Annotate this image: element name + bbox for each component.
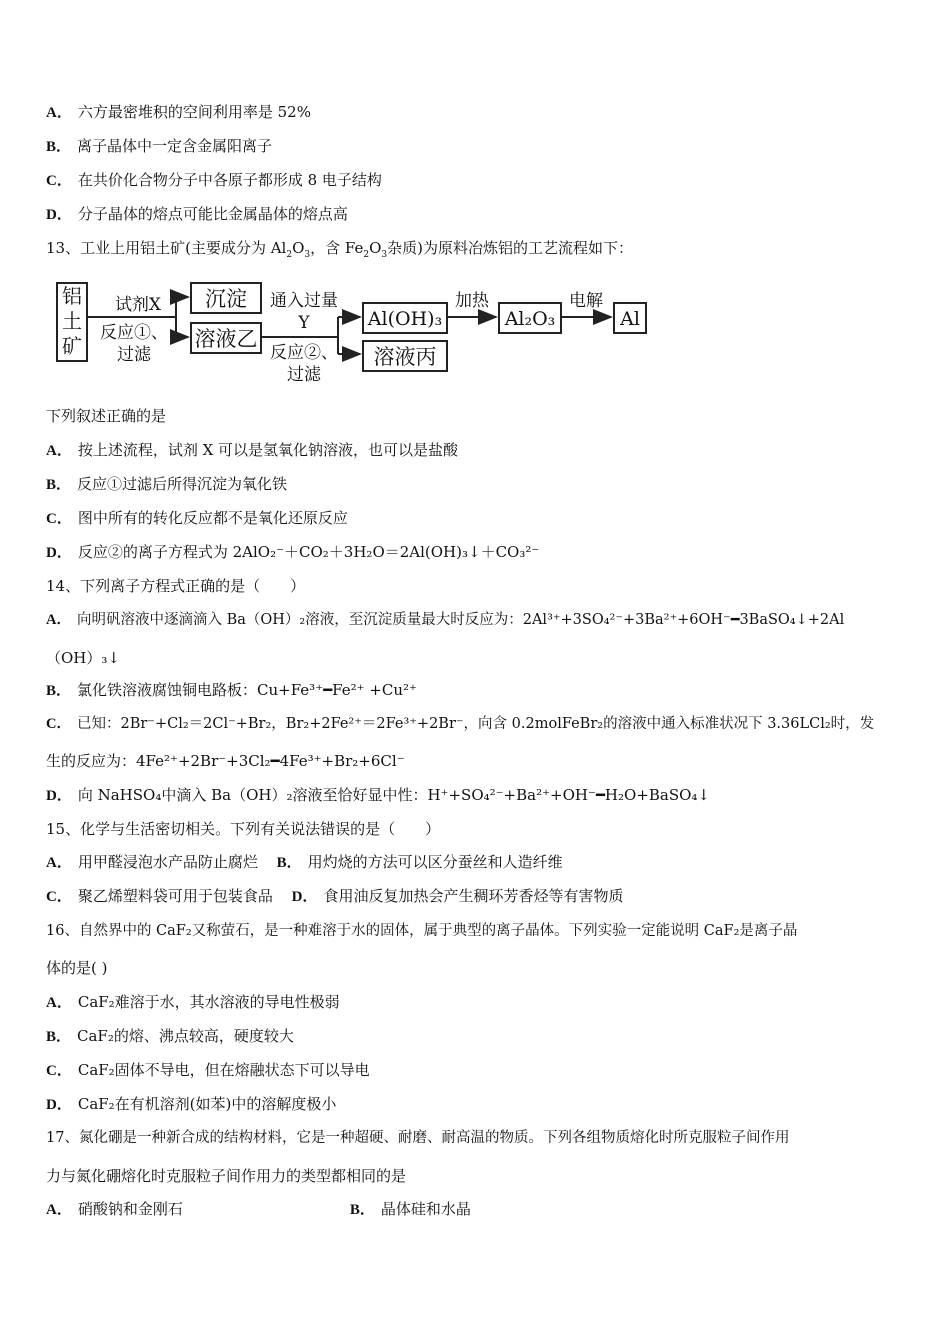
q16-option-a <box>46 992 910 1013</box>
stem-part: O <box>292 239 305 257</box>
option-text: 晶体硅和水晶 <box>380 1200 471 1218</box>
option-text: 用甲醛浸泡水产品防止腐烂 <box>77 853 258 871</box>
q13-option-a <box>46 440 910 461</box>
option-letter: B． <box>46 477 72 493</box>
option-text: 氯化铁溶液腐蚀铜电路板：Cu+Fe³⁺━Fe²⁺ +Cu²⁺ <box>77 681 417 699</box>
ore-label: 铝土矿 <box>62 284 82 358</box>
option-letter: B． <box>349 1202 375 1218</box>
option-text: CaF₂难溶于水，其水溶液的导电性极弱 <box>77 993 340 1011</box>
option-text: 按上述流程，试剂 X 可以是氢氧化钠溶液，也可以是盐酸 <box>77 441 459 459</box>
option-text: 用灼烧的方法可以区分蚕丝和人造纤维 <box>307 853 563 871</box>
q13-stem <box>46 238 910 265</box>
option-letter: C． <box>46 716 71 732</box>
option-text: 聚乙烯塑料袋可用于包装食品 <box>77 887 273 905</box>
option-text: 六方最密堆积的空间利用率是 52% <box>77 103 311 121</box>
step1-bottom-label: 反应①、过滤 <box>100 323 168 365</box>
q14-option-b <box>46 680 910 701</box>
option-letter: A． <box>46 443 72 459</box>
process-flow-diagram <box>48 274 668 394</box>
al2o3-box: Al₂O₃ <box>498 302 562 334</box>
q14-option-c-cont: 生的反应为：4Fe²⁺+2Br⁻+3Cl₂━4Fe³⁺+Br₂+6Cl⁻ <box>46 752 405 770</box>
q17-stem-cont: 力与氮化硼熔化时克服粒子间作用力的类型都相同的是 <box>46 1167 407 1185</box>
q14-option-a-cont: （OH）₃↓ <box>46 649 120 667</box>
option-text: 向明矾溶液中逐滴滴入 Ba（OH）₂溶液，至沉淀质量最大时反应为：2Al³⁺+3SO₄²⁻+3Ba²⁺+6OH⁻━3BaSO₄↓+2Al <box>76 612 845 628</box>
option-letter: D． <box>46 545 72 561</box>
al-box: Al <box>613 302 647 334</box>
q16-option-d <box>46 1094 910 1115</box>
q13-prompt: 下列叙述正确的是 <box>46 407 167 425</box>
option-letter: C． <box>46 173 72 189</box>
option-letter: D． <box>46 1097 72 1113</box>
option-letter: C． <box>46 1063 72 1079</box>
stem-part: ，含 Fe <box>310 239 364 257</box>
option-letter: A． <box>46 855 72 871</box>
q14-stem: 14、下列离子方程式正确的是（ ） <box>46 577 306 595</box>
option-text: 硝酸钠和金刚石 <box>77 1200 183 1218</box>
ore-box <box>56 282 88 362</box>
option-text: 向 NaHSO₄中滴入 Ba（OH）₂溶液至恰好显中性：H⁺+SO₄²⁻+Ba²⁺+OH⁻━H₂O+BaSO₄↓ <box>77 786 710 804</box>
option-text: 分子晶体的熔点可能比金属晶体的熔点高 <box>77 205 348 223</box>
subscript: 2 <box>363 250 370 260</box>
step1-top-label: 试剂X <box>114 295 162 315</box>
option-letter: A． <box>46 612 71 628</box>
option-text: CaF₂在有机溶剂(如苯)中的溶解度极小 <box>77 1095 337 1113</box>
subscript: 2 <box>286 250 293 260</box>
option-letter: A． <box>46 995 72 1011</box>
option-text: CaF₂固体不导电，但在熔融状态下可以导电 <box>77 1061 370 1079</box>
q13-option-b <box>46 474 910 495</box>
option-letter: B． <box>46 1029 72 1045</box>
stem-part: 杂质)为原料冶炼铝的工艺流程如下： <box>387 239 633 257</box>
q15-stem: 15、化学与生活密切相关。下列有关说法错误的是（ ） <box>46 820 441 838</box>
option-text: 食用油反复加热会产生稠环芳香烃等有害物质 <box>323 887 624 905</box>
option-letter: C． <box>46 511 72 527</box>
option-letter: D． <box>46 788 72 804</box>
q12-option-c <box>46 170 910 191</box>
q16-option-b <box>46 1026 910 1047</box>
subscript: 3 <box>304 250 311 260</box>
option-text: 已知：2Br⁻+Cl₂＝2Cl⁻+Br₂，Br₂+2Fe²⁺＝2Fe³⁺+2Br⁻，向含 0.2molFeBr₂的溶液中通入标准状况下 3.36LCl₂时，发 <box>76 716 875 732</box>
option-text: 反应①过滤后所得沉淀为氧化铁 <box>77 475 288 493</box>
q12-option-d <box>46 204 910 225</box>
precipitate-box: 沉淀 <box>190 282 262 314</box>
option-text: 图中所有的转化反应都不是氧化还原反应 <box>77 509 348 527</box>
option-text: 离子晶体中一定含金属阳离子 <box>77 137 273 155</box>
option-text: 在共价化合物分子中各原子都形成 8 电子结构 <box>77 171 382 189</box>
option-letter: C． <box>46 889 72 905</box>
subscript: 3 <box>381 250 388 260</box>
q17-stem: 17、氮化硼是一种新合成的结构材料，它是一种超硬、耐磨、耐高温的物质。下列各组物质熔化时所克服粒子间作用 <box>46 1130 790 1146</box>
q17-options-row1 <box>46 1199 910 1220</box>
option-letter: B． <box>276 855 302 871</box>
electrolysis-label: 电解 <box>569 291 603 311</box>
stem-part: O <box>369 239 382 257</box>
option-text: 反应②的离子方程式为 2AlO₂⁻＋CO₂＋3H₂O＝2Al(OH)₃↓＋CO₃²⁻ <box>77 543 540 561</box>
solution-b-box: 溶液乙 <box>190 322 262 354</box>
option-letter: D． <box>46 207 72 223</box>
q15-options-row2 <box>46 886 910 907</box>
q12-option-a <box>46 102 910 123</box>
q13-option-d <box>46 542 910 563</box>
q13-option-c <box>46 508 910 529</box>
q16-stem-cont: 体的是( ) <box>46 959 108 977</box>
option-letter: B． <box>46 683 72 699</box>
option-letter: D． <box>291 889 318 905</box>
option-letter: A． <box>46 1202 72 1218</box>
q15-options-row1 <box>46 852 910 873</box>
heat-label: 加热 <box>455 291 489 311</box>
option-letter: B． <box>46 139 72 155</box>
q14-option-c <box>46 714 910 734</box>
q14-option-d <box>46 785 910 806</box>
step2-top-label: 通入过量Y <box>270 291 338 333</box>
step2-bottom-label: 反应②、过滤 <box>270 343 338 385</box>
q14-option-a <box>46 610 910 630</box>
q12-option-b <box>46 136 910 157</box>
option-text: CaF₂的熔、沸点较高，硬度较大 <box>77 1027 294 1045</box>
solution-c-box: 溶液丙 <box>362 340 448 372</box>
stem-part: 13、工业上用铝土矿(主要成分为 Al <box>46 239 287 257</box>
aloh3-box: Al(OH)₃ <box>362 302 448 334</box>
q16-stem: 16、自然界中的 CaF₂又称萤石，是一种难溶于水的固体，属于典型的离子晶体。下列实验一定能说明 CaF₂是离子晶 <box>46 923 798 939</box>
option-letter: A． <box>46 105 72 121</box>
q16-option-c <box>46 1060 910 1081</box>
